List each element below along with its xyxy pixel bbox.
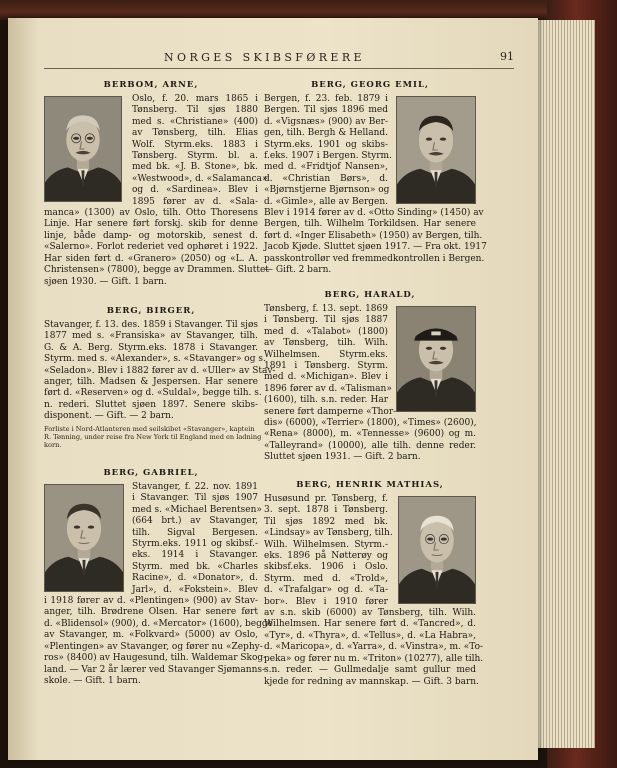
text-line: Styrm. med s. «Alexander», s. «Stavanger» og s. [44,354,266,365]
footnote-line: R. Tønning, under reise fra New York til England med en ladning [44,432,262,441]
text-line: G. & A. Berg. Styrm.eks. 1878 i Stavanger. [44,342,258,353]
text-line: ros» (8400) av Haugesund, tilh. Waldemar Skog- [44,653,267,664]
text-line: anger, tilh. Brødrene Olsen. Har senere ført [44,607,258,618]
text-line: i Stavanger. Til sjøs 1907 [132,493,258,504]
entry-text-full-width [264,608,484,688]
text-line: kjede for redning av mannskap. — Gift. 3 barn. [264,676,479,687]
footnote-line: korn. [44,441,62,450]
text-line: Racine», d. «Donator», d. [132,573,258,584]
footnote-line: Forliste i Nord-Atlanteren med seilskibet «Stavanger», kaptein [44,424,255,433]
text-line: av Tønsberg, tilh. Wilh. [264,338,388,349]
entry-name: BERG, HENRIK MATHIAS, [296,480,444,490]
portrait-photo [44,484,124,592]
text-line: sjøen 1930. — Gift. 1 barn. [44,276,167,287]
text-line: Wolf. Styrm.eks. 1883 i [132,139,258,150]
text-line: manca» (1300) av Oslo, tilh. Otto Thoresens [44,208,258,219]
text-line: 1896 fører av d. «Talisman» [264,383,392,394]
entry-name: BERG, GEORG EMIL, [311,80,429,90]
running-head: NORGES SKIBSFØRERE [164,51,365,64]
text-line: tilh. Sigval Bergesen. [132,527,258,538]
header-rule [44,68,514,69]
biography-entry [264,480,484,688]
text-line: «Plentingen» av Stavanger, og fører nu «Zephy- [44,641,263,652]
text-line: Styrm.eks. 1911 og skibsf.- [132,539,258,550]
text-line: 1895 fører av d. «Sala- [132,196,258,207]
entry-text-full-width [264,418,476,464]
biography-entry [44,468,273,687]
text-line: Tønsberg. Styrm. bl. a. [132,151,258,162]
text-line: og d. «Sardinea». Blev i [132,185,258,196]
text-line: Styrm. med bk. «Charles [132,561,258,572]
text-line: Har siden ført d. «Granero» (2050) og «L. A. [44,253,258,264]
biography-entry [44,80,269,288]
text-line: f.eks. 1907 i Bergen. Styrm. [264,151,392,162]
text-line: «Salerno». Forlot rederiet ved ophøret i 1922. [44,242,258,253]
text-line: Bergen. Til sjøs 1896 med [264,105,388,116]
entry-text-full-width [264,208,487,276]
text-line: Styrm.eks. 1901 og skibs- [264,139,388,150]
page-edges [535,20,595,748]
biography-entry [264,290,476,464]
entry-name: BERG, HARALD, [324,290,416,300]
portrait-photo [396,306,476,412]
text-line: s.n. reder. — Gullmedalje samt gullur med [264,665,476,676]
text-line: 1877 med s. «Fransiska» av Stavanger, tilh. [44,331,258,342]
text-line: «Talleyrand» (10000), alle tilh. denne reder. [264,440,476,451]
entry-text-beside-photo [264,494,393,608]
text-line: Jarl», d. «Fokstein». Blev [132,584,258,595]
text-line: d. «Vigsnæs» (900) av Ber- [264,116,388,127]
text-line: d. «Maricopa», d. «Yarra», d. «Vinstra», m. «To- [264,642,484,653]
entry-text-beside-photo [132,482,262,596]
text-line: «Seladon». Blev i 1882 fører av d. «Uller» av Stav- [44,365,276,376]
text-line: Husøsund pr. Tønsberg, f. [264,494,388,504]
portrait-photo [44,96,122,202]
text-line: Blev i 1914 fører av d. «Otto Sinding» (1450) av [264,208,484,219]
text-line: Linje. Har senere ført forskj. skib for denne [44,219,258,230]
text-line: Bergen, tilh. Wilhelm Torkildsen. Har senere [264,219,476,230]
text-line: med d. «Fridtjof Nansen», [264,162,388,173]
entry-text-full-width [44,320,276,423]
text-line: 3. sept. 1878 i Tønsberg. [264,505,388,516]
text-line: med d. «Michigan». Blev i [264,372,388,383]
text-line: Til sjøs 1892 med bk. [264,516,388,527]
entry-text-beside-photo [132,94,268,208]
text-line: peka» og fører nu m. «Triton» (10277), alle tilh. [264,653,484,664]
text-line: «Tyr», d. «Thyra», d. «Tellus», d. «La Habra», [264,630,476,641]
page-number: 91 [500,50,514,63]
book-page [8,18,538,760]
biography-entry [44,306,276,450]
text-line: passkontrollør ved fremmedkontrollen i Bergen. [264,253,485,264]
text-line: med s. «Christiane» (400) [132,116,258,127]
text-line: d. «Gimle», alle av Bergen. [264,196,388,207]
text-line: av Tønsberg, tilh. Elias [132,128,258,139]
text-line: Wilhelmsen. Har senere ført d. «Tancred», d. [264,619,476,630]
entry-text-beside-photo [264,94,392,208]
text-line: Jacob Kjøde. Sluttet sjøen 1917. — Fra okt. 1917 [264,242,487,253]
text-line: Styrm. med d. «Trold», [264,573,388,584]
entry-text-beside-photo [264,304,397,418]
text-line: Tønsberg. Til sjøs 1880 [132,105,258,116]
text-line: disponent. — Gift. — 2 barn. [44,411,174,422]
text-line: (664 brt.) av Stavanger, [132,516,258,527]
page-header [44,50,514,68]
text-line: Bergen, f. 23. feb. 1879 i [264,94,388,104]
text-line: med d. «Talabot» (1800) [264,326,388,337]
text-line: d. «Blidensol» (900), d. «Mercator» (1600), begge [44,618,273,629]
text-line: Stavanger, f. 13. des. 1859 i Stavanger. Til sjøs [44,320,258,330]
text-line: «Westwood», d. «Salamanca» [132,173,268,184]
text-line: i Tønsberg. Til sjøs 1887 [264,315,388,326]
text-line: Wilh. Wilhelmsen. Styrm.- [264,539,388,550]
biography-entry [264,80,487,277]
text-line: gen, tilh. Bergh & Helland. [264,128,388,139]
text-line: Tønsberg, f. 13. sept. 1869 [264,304,388,314]
text-line: skibsf.eks. 1906 i Oslo. [264,562,388,573]
text-line: med s. «Michael Berentsen» [132,504,262,515]
text-line: eks. 1896 på Nøtterøy og [264,551,388,562]
text-line: dis» (6000), «Terrier» (1800), «Times» (2600), [264,418,477,429]
portrait-photo [396,96,476,204]
text-line: skole. — Gift. 1 barn. [44,675,141,686]
text-line: bor». Blev i 1910 fører [264,596,388,607]
entry-name: BERG, GABRIEL, [103,468,199,478]
text-line: Stavanger, f. 22. nov. 1891 [132,482,258,492]
text-line: «Rena» (8000), m. «Tennesse» (9600) og m. [264,429,476,440]
text-line: 1891 i Tønsberg. Styrm. [264,361,388,372]
text-line: senere ført damperne «Thor- [264,406,397,417]
text-line: (1600), tilh. s.n. reder. Har [264,395,388,406]
text-line: av Stavanger, m. «Folkvard» (5000) av Oslo, [44,630,258,641]
text-line: av s.n. skib (6000) av Tønsberg, tilh. Wilh. [264,608,476,619]
text-line: anger, tilh. Madsen & Jespersen. Har senere [44,377,258,388]
entry-text-full-width [44,208,269,288]
text-line: linje, både damp- og motorskib, senest d. [44,230,258,241]
text-line: ført d. «Reserven» og d. «Suldal», begge tilh. s. [44,388,262,399]
text-line: eks. 1914 i Stavanger. [132,550,258,561]
text-line: i 1918 fører av d. «Plentingen» (900) av Stav- [44,596,258,607]
entry-footnote [44,424,262,450]
text-line: — Gift. 2 barn. [264,265,332,276]
text-line: d. «Trafalgar» og d. «Ta- [264,585,388,596]
text-line: «Lindsay» av Tønsberg, tilh. [264,528,393,539]
text-line: Wilhelmsen. Styrm.eks. [264,349,388,360]
entry-name: BERG, BIRGER, [106,306,196,316]
text-line: n. rederi. Sluttet sjøen 1897. Senere skibs- [44,399,258,410]
text-line: Christensen» (7800), begge av Drammen. Sluttet [44,265,269,276]
text-line: land. — Var 2 år lærer ved Stavanger Sjømanns- [44,664,266,675]
entry-name: BERBOM, ARNE, [103,80,199,90]
text-line: Sluttet sjøen 1931. — Gift. 2 barn. [264,452,421,463]
text-line: ført d. «Inger Elisabeth» (1950) av Bergen, tilh. [264,230,483,241]
text-line: «Bjørnstjerne Bjørnson» og [264,185,390,196]
entry-text-full-width [44,596,273,687]
text-line: d. «Christian Børs», d. [264,173,388,184]
portrait-photo [398,496,476,604]
text-line: med bk. «J. B. Stone», bk. [132,162,258,173]
text-line: Oslo, f. 20. mars 1865 i [132,94,258,104]
book-binding-top [0,0,617,20]
